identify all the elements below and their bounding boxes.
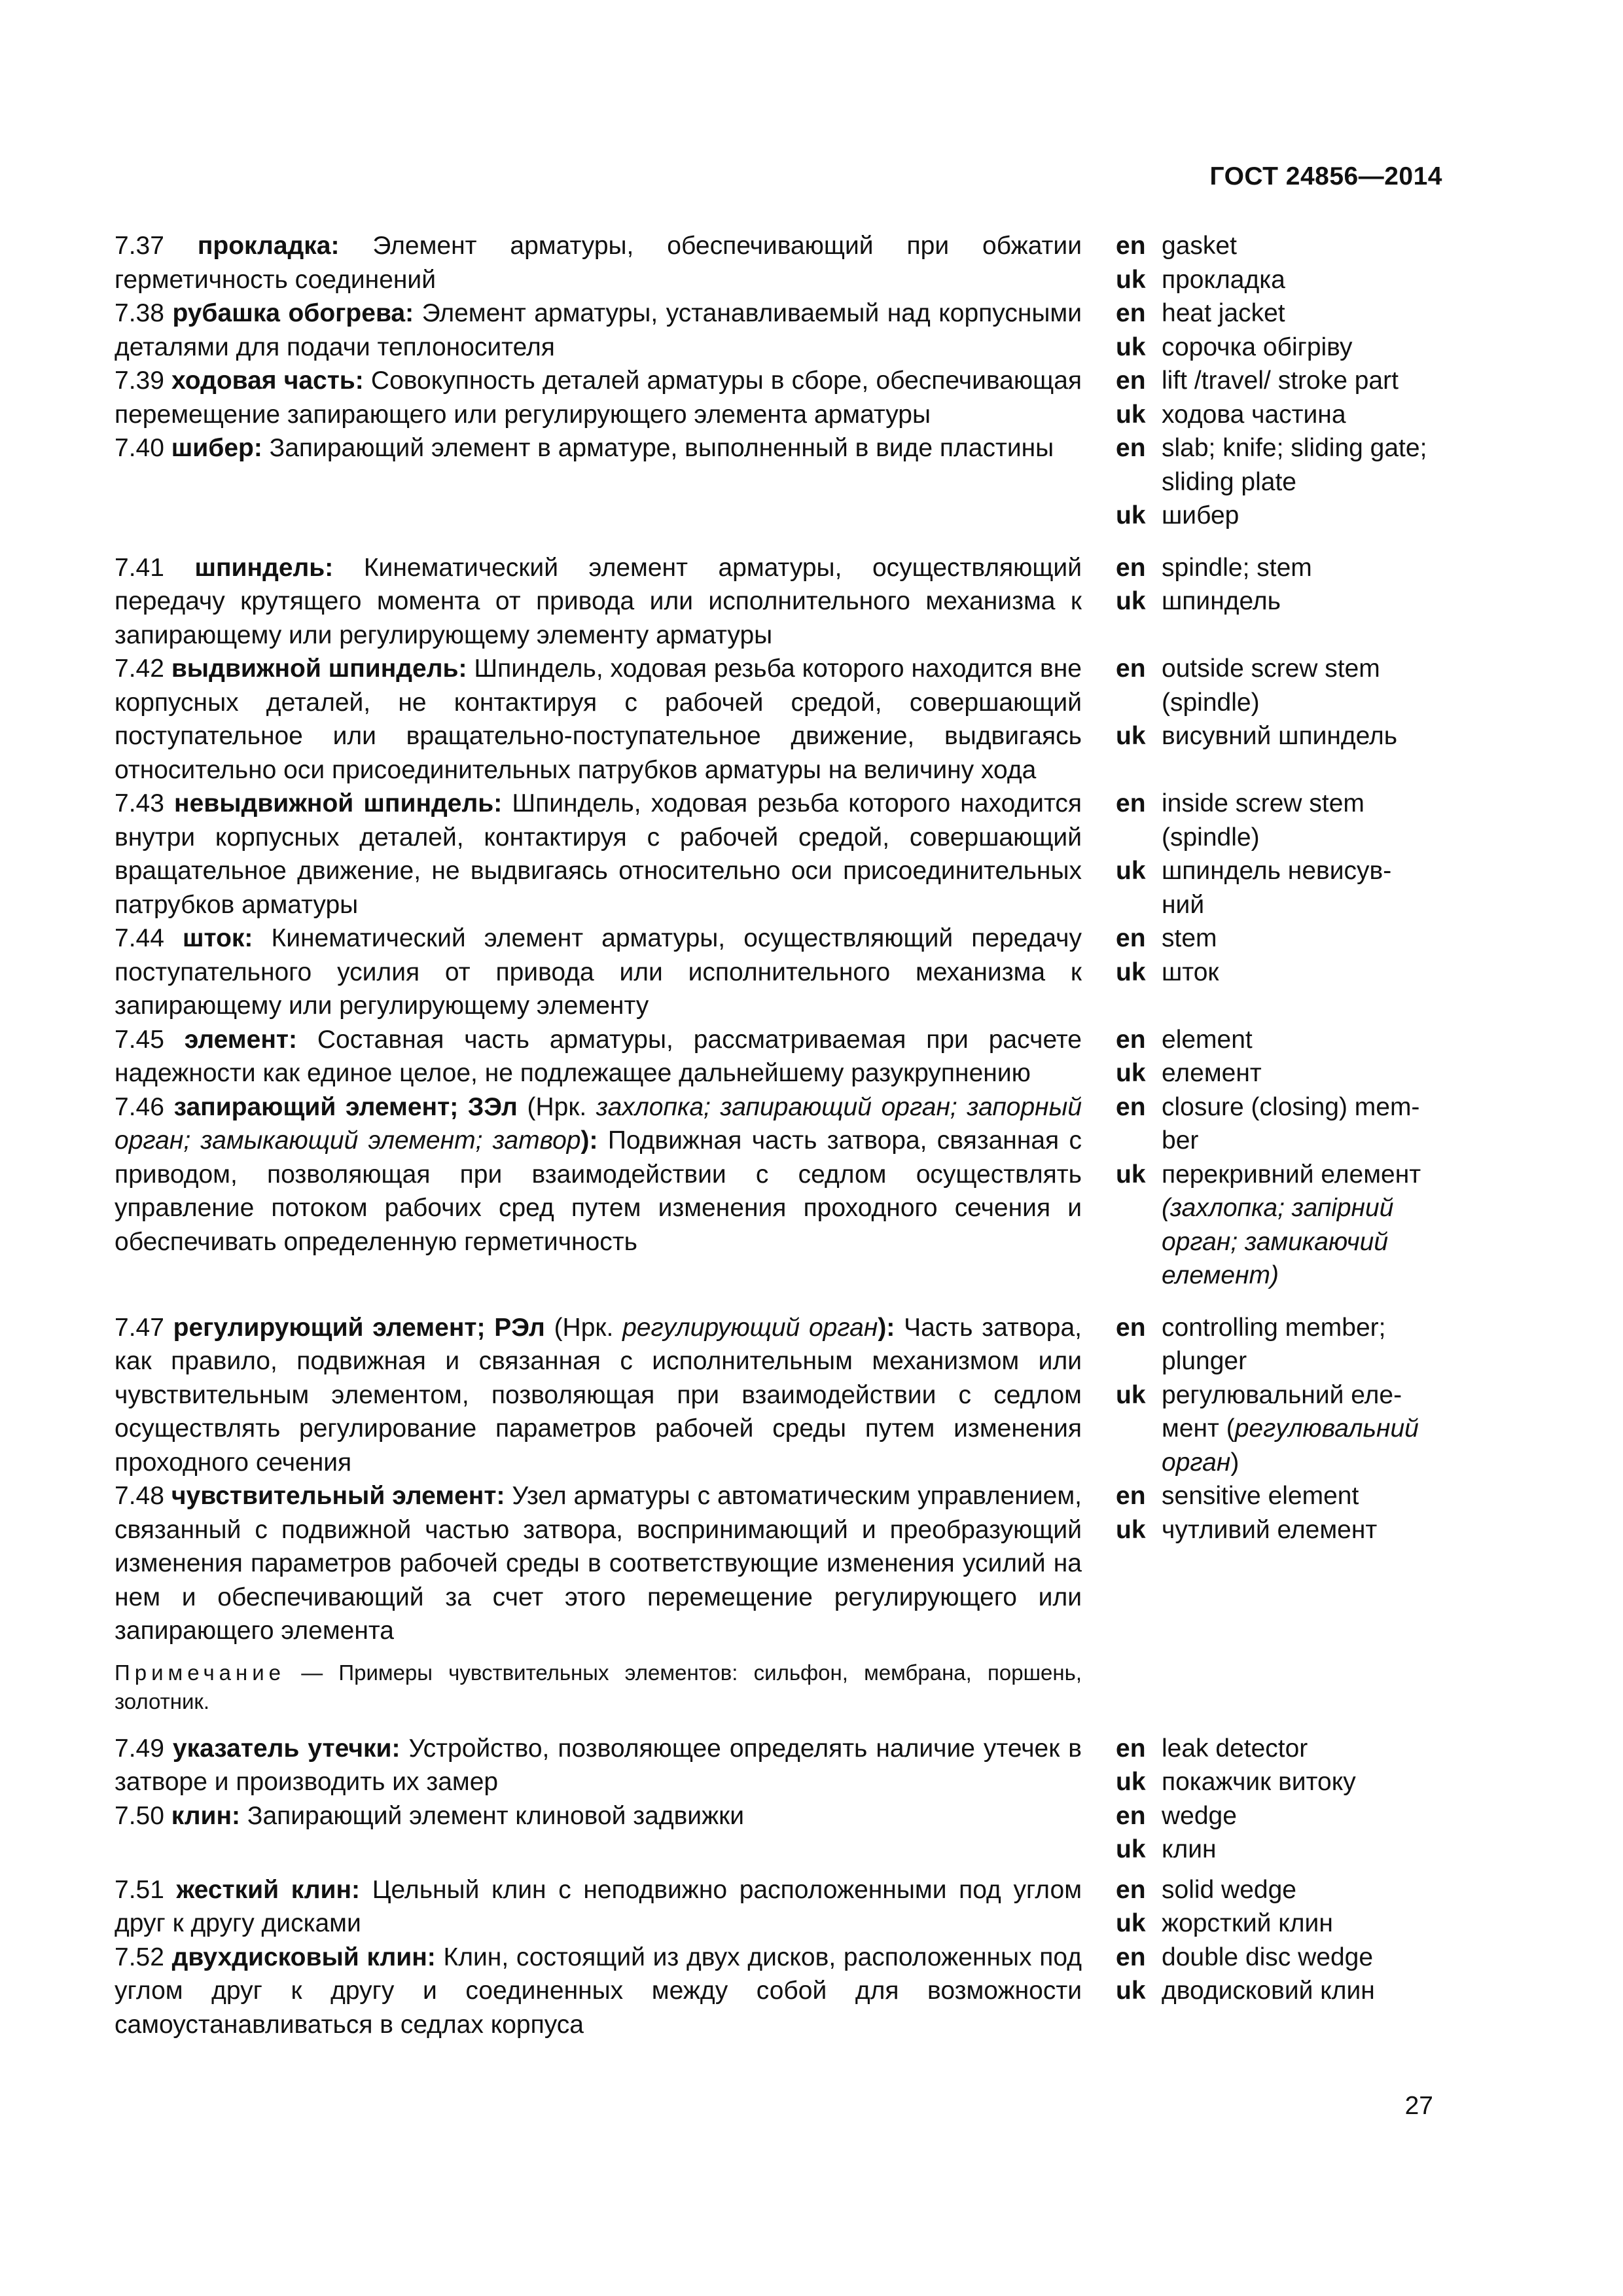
uk-term: (захлопка; запірний: [1162, 1194, 1394, 1222]
entry-definition: [115, 652, 1082, 787]
equivalent-line: [1116, 1799, 1443, 1833]
glossary-entry: [115, 1873, 1443, 1941]
uk-label: uk: [1116, 1768, 1146, 1796]
equivalent-line: [1116, 1023, 1443, 1057]
entry-definition-text: Элемент арматуры, устанавливаемый над корпусными деталями для подачи теплоносителя: [115, 299, 1082, 361]
en-label: en: [1116, 655, 1146, 683]
uk-label: uk: [1116, 1059, 1146, 1087]
en-label: en: [1116, 299, 1146, 327]
uk-label: uk: [1116, 332, 1146, 361]
uk-term: шток: [1162, 958, 1219, 986]
entry-equivalents: [1116, 787, 1443, 922]
uk-term: клин: [1162, 1835, 1217, 1863]
entry-definition-text: Кинематический элемент арматуры, осуществляющий передачу поступательного усилия от привода или исполнительного механизма к запирающему или регулирующему элементу: [115, 924, 1082, 1020]
entry-deprecated-terms: захлопка; запирающий орган; запорный орган; замыкающий элемент; затвор: [115, 1092, 1082, 1155]
entry-equivalents: [1116, 1479, 1443, 1547]
entry-definition: [115, 296, 1082, 364]
en-term: sensitive element: [1162, 1482, 1359, 1510]
entry-definition: [115, 364, 1082, 431]
equivalent-line: [1116, 296, 1443, 331]
entry-equivalents: [1116, 1023, 1443, 1090]
entry-term: чувствительный элемент:: [171, 1482, 505, 1510]
equivalent-line: [1116, 1833, 1443, 1867]
entry-number: 7.48: [115, 1482, 164, 1510]
uk-term: ний: [1162, 890, 1205, 919]
en-label: en: [1116, 1313, 1146, 1342]
entry-number: 7.37: [115, 232, 164, 260]
entry-term: невыдвижной шпиндель:: [174, 789, 503, 817]
en-term: (spindle): [1162, 688, 1260, 717]
entry-deprecated-close: ):: [878, 1313, 895, 1342]
equivalent-line: [1116, 1732, 1443, 1766]
uk-label: uk: [1116, 1380, 1146, 1409]
equivalent-line: [1116, 364, 1443, 398]
en-label: en: [1116, 367, 1146, 395]
entry-spacer: [115, 1293, 1443, 1311]
equivalent-line: [1116, 1259, 1443, 1293]
entry-term: запирающий элемент; ЗЭл: [173, 1092, 518, 1121]
uk-label: uk: [1116, 1909, 1146, 1937]
entry-definition-text: Совокупность деталей арматуры в сборе, обеспечивающая перемещение запирающего или регулирующего элемента арматуры: [115, 367, 1082, 429]
glossary-entry: [115, 652, 1443, 787]
en-term: solid wedge: [1162, 1875, 1296, 1904]
en-label: en: [1116, 789, 1146, 817]
en-term: spindle; stem: [1162, 553, 1312, 582]
entry-number: 7.46: [115, 1092, 164, 1121]
entry-definition: [115, 1479, 1082, 1648]
uk-label: uk: [1116, 501, 1146, 529]
equivalent-line: [1116, 956, 1443, 990]
en-term: gasket: [1162, 232, 1237, 260]
equivalent-line: [1116, 229, 1443, 263]
uk-term-part: ): [1230, 1448, 1240, 1477]
equivalent-line: [1116, 1765, 1443, 1799]
entry-definition-text: Кинематический элемент арматуры, осуществляющий передачу крутящего момента от привода или исполнительного механизма к запирающему или регулирующему элементу арматуры: [115, 553, 1082, 649]
entry-definition-text: Часть затвора, как правило, подвижная и связанная с исполнительным механизмом или чувствительным элементом, позволяющая при взаимодействии с седлом осуществлять регулирование параметров рабочей среды путем изменения проходного сечения: [115, 1313, 1082, 1477]
entry-number: 7.52: [115, 1943, 164, 1971]
equivalent-line: [1116, 1974, 1443, 2008]
entry-definition: [115, 787, 1082, 922]
en-term: wedge: [1162, 1801, 1237, 1830]
entry-equivalents: [1116, 1873, 1443, 1941]
uk-term: орган; замикаючий: [1162, 1227, 1389, 1256]
entry-number: 7.49: [115, 1734, 164, 1763]
entry-number: 7.45: [115, 1025, 164, 1054]
en-label: en: [1116, 553, 1146, 582]
uk-term-italic: регулювальний: [1234, 1414, 1419, 1443]
entry-definition-text: Устройство, позволяющее определять наличие утечек в затворе и производить их замер: [115, 1734, 1082, 1796]
equivalent-line: [1116, 1056, 1443, 1090]
entry-deprecated-terms: регулирующий орган: [622, 1313, 878, 1342]
glossary-entry: [115, 1090, 1443, 1293]
entry-equivalents: [1116, 551, 1443, 619]
glossary-entry: [115, 551, 1443, 653]
uk-label: uk: [1116, 265, 1146, 294]
entry-term: шибер:: [171, 434, 262, 462]
entry-definition-text: Элемент арматуры, обеспечивающий при обжатии герметичность соединений: [115, 232, 1082, 294]
en-term: slab; knife; sliding gate;: [1162, 434, 1427, 462]
en-label: en: [1116, 1875, 1146, 1904]
uk-term: елемент): [1162, 1261, 1279, 1289]
uk-label: uk: [1116, 1515, 1146, 1544]
equivalent-line: [1116, 1412, 1443, 1446]
entry-definition-text: Составная часть арматуры, рассматриваемая при расчете надежности как единое целое, не подлежащее дальнейшему разукрупнению: [115, 1025, 1082, 1087]
equivalent-line: [1116, 1873, 1443, 1907]
uk-term-italic: орган: [1162, 1448, 1231, 1477]
uk-term: сорочка обігріву: [1162, 332, 1353, 361]
en-label: en: [1116, 232, 1146, 260]
en-term: stem: [1162, 924, 1217, 952]
glossary-content: [115, 229, 1443, 2041]
uk-term: жорсткий клин: [1162, 1909, 1333, 1937]
en-term: lift /travel/ stroke part: [1162, 367, 1399, 395]
en-label: en: [1116, 434, 1146, 462]
en-label: en: [1116, 1943, 1146, 1971]
equivalent-line: [1116, 263, 1443, 297]
entry-equivalents: [1116, 364, 1443, 431]
note-text: — Примеры чувствительных элементов: сильфон, мембрана, поршень, золотник.: [115, 1660, 1082, 1713]
en-term: ber: [1162, 1126, 1199, 1155]
equivalent-line: [1116, 1191, 1443, 1225]
uk-label-empty: [1116, 1412, 1162, 1446]
equivalent-line: [1116, 1311, 1443, 1345]
glossary-entry: [115, 1732, 1443, 1799]
equivalent-line: [1116, 1446, 1443, 1480]
equivalent-line: [1116, 686, 1443, 720]
entry-equivalents: [1116, 296, 1443, 364]
entry-definition-text: Клин, состоящий из двух дисков, расположенных под углом друг к другу и соединенных между собой для возможности самоустанавливаться в седлах корпуса: [115, 1943, 1082, 2039]
glossary-entry: [115, 1799, 1443, 1867]
entry-equivalents: [1116, 229, 1443, 296]
entry-term: прокладка:: [197, 232, 340, 260]
entry-equivalents: [1116, 652, 1443, 753]
uk-term: прокладка: [1162, 265, 1285, 294]
entry-definition-text: Запирающий элемент клиновой задвижки: [247, 1801, 745, 1830]
en-term: outside screw stem: [1162, 655, 1380, 683]
en-term: plunger: [1162, 1347, 1247, 1375]
glossary-entry: [115, 296, 1443, 364]
glossary-entry: [115, 364, 1443, 431]
glossary-entry: [115, 787, 1443, 922]
entry-equivalents: [1116, 1941, 1443, 2008]
equivalent-line: [1116, 465, 1443, 499]
uk-term: шибер: [1162, 501, 1240, 529]
glossary-entry: [115, 1941, 1443, 2042]
uk-label: [1116, 1191, 1162, 1225]
entry-term: элемент:: [184, 1025, 297, 1054]
en-label: [1116, 465, 1162, 499]
entry-definition-text: Цельный клин с неподвижно расположенными под углом друг к другу дисками: [115, 1875, 1082, 1937]
en-term: closure (closing) mem-: [1162, 1092, 1420, 1121]
uk-term: ходова частина: [1162, 400, 1346, 429]
en-label: [1116, 821, 1162, 855]
entry-number: 7.40: [115, 434, 164, 462]
entry-number: 7.41: [115, 553, 164, 582]
equivalent-line: [1116, 398, 1443, 432]
uk-term: елемент: [1162, 1059, 1262, 1087]
uk-label: uk: [1116, 400, 1146, 429]
entry-number: 7.38: [115, 299, 164, 327]
entry-spacer: [115, 1867, 1443, 1873]
en-label: en: [1116, 1482, 1146, 1510]
glossary-entry: [115, 431, 1443, 533]
entry-equivalents: [1116, 1090, 1443, 1293]
entry-definition: [115, 431, 1082, 465]
entry-term: двухдисковый клин:: [171, 1943, 436, 1971]
entry-definition: [115, 1799, 1082, 1833]
uk-label: uk: [1116, 587, 1146, 615]
equivalent-line: [1116, 1378, 1443, 1412]
en-label: [1116, 686, 1162, 720]
uk-term: шпиндель невисув-: [1162, 857, 1392, 885]
equivalent-line: [1116, 652, 1443, 686]
entry-definition: [115, 1090, 1082, 1259]
entry-definition: [115, 1023, 1082, 1090]
entry-equivalents: [1116, 1799, 1443, 1867]
entry-term: указатель утечки:: [172, 1734, 401, 1763]
en-term: heat jacket: [1162, 299, 1285, 327]
equivalent-line: [1116, 551, 1443, 585]
entry-definition-text: Шпиндель, ходовая резьба которого находится внутри корпусных деталей, контактируя с рабочей средой, совершающий вращательное движение, не выдвигаясь относительно оси присоединительных патрубков арматуры: [115, 789, 1082, 919]
glossary-entry: [115, 229, 1443, 296]
uk-term: покажчик витоку: [1162, 1768, 1356, 1796]
uk-term: дводисковий клин: [1162, 1977, 1375, 2005]
en-label: en: [1116, 1734, 1146, 1763]
document-id-header: ГОСТ 24856—2014: [1209, 162, 1442, 190]
en-label: en: [1116, 1801, 1146, 1830]
entry-equivalents: [1116, 1732, 1443, 1799]
entry-term: шток:: [182, 924, 253, 952]
page-number: 27: [1404, 2092, 1433, 2120]
entry-definition-text: Запирающий элемент в арматуре, выполненный в виде пластины: [269, 434, 1054, 462]
equivalent-line: [1116, 1344, 1443, 1378]
entry-number: 7.51: [115, 1875, 164, 1904]
glossary-entry: [115, 1479, 1443, 1648]
entry-definition: [115, 922, 1082, 1023]
entry-deprecated-open: (Нрк.: [527, 1092, 596, 1121]
uk-label: uk: [1116, 1160, 1146, 1189]
equivalent-line: [1116, 787, 1443, 821]
en-label: en: [1116, 924, 1146, 952]
entry-number: 7.47: [115, 1313, 164, 1342]
en-term: (spindle): [1162, 823, 1260, 852]
equivalent-line: [1116, 331, 1443, 365]
en-term: leak detector: [1162, 1734, 1308, 1763]
uk-label-empty: [1116, 1446, 1162, 1480]
equivalent-line: [1116, 888, 1443, 922]
entry-definition-text: Подвижная часть затвора, связанная с приводом, позволяющая при взаимодействии с седлом осуществлять управление потоком рабочих сред путем изменения проходного сечения и обеспечивать определенную герметичность: [115, 1126, 1082, 1256]
note-label: Примечание: [115, 1660, 286, 1685]
equivalent-line: [1116, 719, 1443, 753]
entry-definition: [115, 1873, 1082, 1941]
uk-term: [1162, 1412, 1443, 1446]
entry-term: регулирующий элемент; РЭл: [173, 1313, 545, 1342]
entry-term: выдвижной шпиндель:: [171, 655, 467, 683]
entry-term: рубашка обогрева:: [172, 299, 414, 327]
note-block: [115, 1659, 1082, 1716]
en-term: double disc wedge: [1162, 1943, 1374, 1971]
entry-number: 7.43: [115, 789, 164, 817]
en-term: sliding plate: [1162, 467, 1296, 496]
equivalent-line: [1116, 1513, 1443, 1547]
equivalent-line: [1116, 584, 1443, 619]
entry-term: клин:: [171, 1801, 241, 1830]
entry-definition: [115, 1732, 1082, 1799]
equivalent-line: [1116, 1941, 1443, 1975]
glossary-entry: [115, 922, 1443, 1023]
uk-label: uk: [1116, 857, 1146, 885]
equivalent-line: [1116, 821, 1443, 855]
en-term: controlling member;: [1162, 1313, 1386, 1342]
en-term: inside screw stem: [1162, 789, 1364, 817]
uk-term: перекривний елемент: [1162, 1160, 1421, 1189]
en-label: en: [1116, 1092, 1146, 1121]
equivalent-line: [1116, 1225, 1443, 1259]
entry-term: ходовая часть:: [171, 367, 364, 395]
uk-term-part: мент (: [1162, 1414, 1235, 1443]
equivalent-line: [1116, 431, 1443, 465]
en-label: en: [1116, 1025, 1146, 1054]
uk-label: uk: [1116, 1835, 1146, 1863]
equivalent-line: [1116, 499, 1443, 533]
entry-equivalents: [1116, 431, 1443, 533]
uk-term: висувний шпиндель: [1162, 722, 1398, 750]
uk-label: [1116, 1259, 1162, 1293]
uk-label: uk: [1116, 1977, 1146, 2005]
equivalent-line: [1116, 1158, 1443, 1192]
uk-term: [1162, 1446, 1443, 1480]
uk-term: регулювальний еле-: [1162, 1380, 1402, 1409]
equivalent-line: [1116, 922, 1443, 956]
entry-definition: [115, 1941, 1082, 2042]
entry-number: 7.50: [115, 1801, 164, 1830]
uk-label: [1116, 1225, 1162, 1259]
entry-definition: [115, 551, 1082, 653]
entry-definition: [115, 1311, 1082, 1480]
glossary-entry: [115, 1023, 1443, 1090]
entry-definition-text: Шпиндель, ходовая резьба которого находится вне корпусных деталей, не контактируя с рабочей средой, совершающий поступательное или вращательно-поступательное движение, выдвигаясь относительно оси присоединительных патрубков арматуры на величину хода: [115, 655, 1082, 784]
glossary-entry: [115, 1311, 1443, 1480]
en-label: [1116, 1344, 1162, 1378]
en-label: [1116, 1124, 1162, 1158]
entry-number: 7.39: [115, 367, 164, 395]
entry-spacer: [115, 533, 1443, 551]
equivalent-line: [1116, 1479, 1443, 1513]
entry-term: шпиндель:: [194, 553, 334, 582]
equivalent-line: [1116, 1907, 1443, 1941]
uk-label: [1116, 888, 1162, 922]
uk-label: uk: [1116, 958, 1146, 986]
entry-equivalents: [1116, 1311, 1443, 1480]
entry-term: жесткий клин:: [176, 1875, 361, 1904]
uk-label: uk: [1116, 722, 1146, 750]
entry-number: 7.42: [115, 655, 164, 683]
entry-equivalents: [1116, 922, 1443, 989]
uk-term: чутливий елемент: [1162, 1515, 1378, 1544]
equivalent-line: [1116, 854, 1443, 888]
entry-definition-text: Узел арматуры с автоматическим управлением, связанный с подвижной частью затвора, воспринимающий и преобразующий изменения параметров рабочей среды в соответствующие изменения усилий на нем и обеспечивающий за счет этого перемещение регулирующего или запирающего элемента: [115, 1482, 1082, 1645]
entry-definition: [115, 229, 1082, 296]
entry-deprecated-close: ):: [580, 1126, 598, 1155]
uk-term: шпиндель: [1162, 587, 1281, 615]
entry-deprecated-open: (Нрк.: [554, 1313, 623, 1342]
equivalent-line: [1116, 1090, 1443, 1124]
en-term: element: [1162, 1025, 1253, 1054]
entry-number: 7.44: [115, 924, 164, 952]
equivalent-line: [1116, 1124, 1443, 1158]
